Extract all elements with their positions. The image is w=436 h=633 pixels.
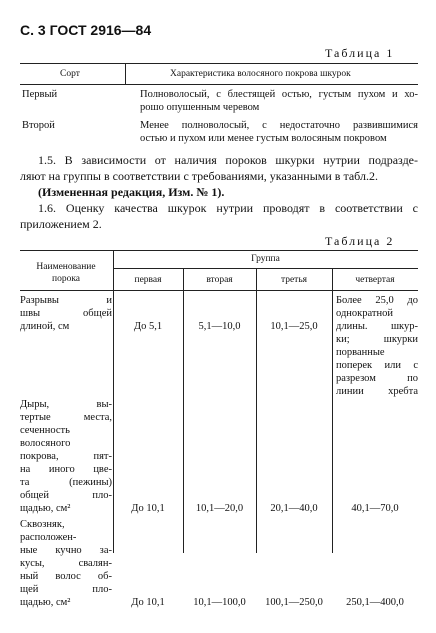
table1-header-divider xyxy=(125,63,126,84)
table2-row1-fourth-line: длины. шкур- xyxy=(336,321,418,332)
paragraph-1-6 xyxy=(20,200,418,232)
amendment-note: (Измененная редакция, Изм. № 1). xyxy=(38,185,225,199)
table1-row1-desc-line: Полноволосый, с блестящей остью, густым пухом и хо- xyxy=(140,89,418,100)
table2-row3-fourth: 250,1—400,0 xyxy=(346,597,404,608)
paragraph-1-5 xyxy=(20,152,418,184)
table1-row2-grade: Второй xyxy=(22,120,55,131)
table2-row2-third: 20,1—40,0 xyxy=(270,503,318,514)
paragraph-1-6-line: приложением 2. xyxy=(20,217,102,231)
table2-row2-name-line: щадью, см² xyxy=(20,503,71,514)
table2-group-rule xyxy=(113,268,418,269)
table2-row1-second: 5,1—10,0 xyxy=(198,321,241,332)
table2-name-header-line: порока xyxy=(51,274,81,284)
table2-row1-name xyxy=(20,294,112,333)
table2-row1-fourth-line: порванные xyxy=(336,347,385,358)
table2-row2-name-line: сеченность xyxy=(20,425,70,436)
table1-row2-desc-line: остью и пухом или менее густым волосяным покровом xyxy=(140,133,387,144)
table2-top-rule xyxy=(20,250,418,251)
table2-caption: Таблица 2 xyxy=(325,234,395,248)
table2-row2-name xyxy=(20,398,112,515)
paragraph-1-5-line: 1.5. В зависимости от наличия пороков шкурки нутрии подразде- xyxy=(38,153,418,167)
table2-row1-fourth-line: поперек или с xyxy=(336,360,418,371)
table2-header-rule xyxy=(20,290,418,291)
table2-row2-first: До 10,1 xyxy=(131,503,165,514)
table2-row3-third: 100,1—250,0 xyxy=(265,597,323,608)
table2-row2-fourth: 40,1—70,0 xyxy=(351,503,399,514)
table2-row3-name-line: расположен- xyxy=(20,532,77,543)
table2-row1-name-line: Разрывы и xyxy=(20,295,112,306)
table2-row2-second: 10,1—20,0 xyxy=(195,503,244,514)
table2-row3-name xyxy=(20,518,112,609)
table2-row2-name-line: волосяного xyxy=(20,438,71,449)
table2-row1-name-line: длиной, см xyxy=(20,321,70,332)
table1-row1-desc-line: рошо опушенным черевом xyxy=(140,102,260,113)
table2-col-second: вторая xyxy=(206,275,233,285)
table2-name-header xyxy=(20,261,112,285)
table1-caption: Таблица 1 xyxy=(325,46,395,60)
table2-row2-name-line: покрова, пят- xyxy=(20,451,112,462)
page-header: С. 3 ГОСТ 2916—84 xyxy=(20,22,152,38)
table2-row1-fourth-line: однократной xyxy=(336,308,393,319)
table1-col-characteristic: Характеристика волосяного покрова шкурок xyxy=(170,69,351,79)
table1-row1-desc xyxy=(140,88,418,114)
table2-row2-name-line: тертые места, xyxy=(20,412,112,423)
table1-col-sort: Сорт xyxy=(60,69,80,79)
table2-row3-second: 10,1—100,0 xyxy=(193,597,246,608)
table2-row1-fourth-line: линии хребта xyxy=(336,386,418,397)
table2-row2-name-line: на иного цве- xyxy=(20,464,112,475)
table2-row3-name-line: щадью, см² xyxy=(20,597,71,608)
table2-row2-name-line: Дыры, вы- xyxy=(20,399,112,410)
table2-row3-name-line: щей пло- xyxy=(20,584,112,595)
table2-col-first: первая xyxy=(134,275,162,285)
table1-row2-desc-line: Менее полноволосый, с недостаточно развившимися xyxy=(140,120,418,131)
table2-row3-first: До 10,1 xyxy=(131,597,165,608)
table2-row3-name-line: кусы, свалян- xyxy=(20,558,112,569)
table2-col-third: третья xyxy=(280,275,308,285)
paragraph-1-5-line: ляют на группы в соответствии с требованиями, указанными в табл.2. xyxy=(20,169,378,183)
table2-row2-name-line: та (пежины) xyxy=(20,477,112,488)
table2-row3-name-line: ный волос об- xyxy=(20,571,112,582)
table2-name-header-line: Наименование xyxy=(36,262,96,272)
table2-row1-fourth-line: разрезом по xyxy=(336,373,418,384)
table2-row2-name-line: общей пло- xyxy=(20,490,112,501)
table1-header-rule xyxy=(20,84,418,85)
table1-top-rule xyxy=(20,63,418,64)
table1-row2-desc xyxy=(140,119,418,145)
table2-row1-third: 10,1—25,0 xyxy=(270,321,318,332)
table1-row1-grade: Первый xyxy=(22,89,58,100)
table2-row1-fourth-line: Более 25,0 до xyxy=(336,295,418,306)
table2-row3-name-line: Сквозняк, xyxy=(20,519,65,530)
table2-row1-fourth xyxy=(336,294,418,398)
table2-row3-name-line: ные кучно за- xyxy=(20,545,112,556)
table2-row1-first: До 5,1 xyxy=(133,321,163,332)
table2-col-fourth: четвертая xyxy=(355,275,395,285)
table2-row1-fourth-line: ки; шкурки xyxy=(336,334,418,345)
paragraph-1-6-line: 1.6. Оценку качества шкурок нутрии проводят в соответствии с xyxy=(38,201,418,215)
table2-row1-name-line: швы общей xyxy=(20,308,112,319)
table2-group-header: Группа xyxy=(251,254,280,264)
